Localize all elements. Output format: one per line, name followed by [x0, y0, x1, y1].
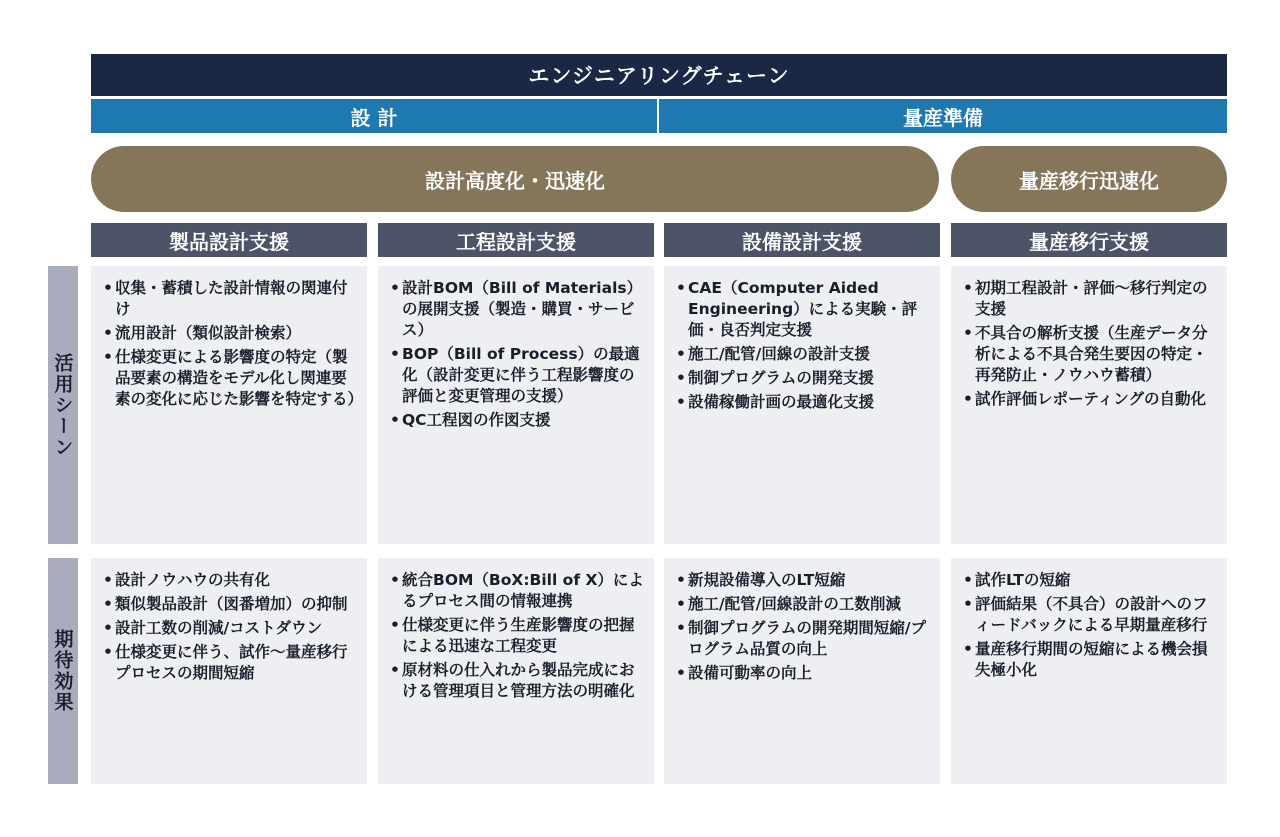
- list-item: • 統合BOM（BoX:Bill of X）によるプロセス間の情報連携: [390, 570, 644, 612]
- list-item: • 仕様変更に伴う、試作〜量産移行プロセスの期間短縮: [103, 642, 357, 684]
- list-item: • 量産移行期間の短縮による機会損失極小化: [963, 639, 1217, 681]
- list-item: • 設備稼働計画の最適化支援: [676, 392, 930, 413]
- list-item: • 施工/配管/回線設計の工数削減: [676, 594, 930, 615]
- list-item: • 原材料の仕入れから製品完成における管理項目と管理方法の明確化: [390, 660, 644, 702]
- column-header-equipment-design: 設備設計支援: [664, 223, 940, 257]
- column-header-process-design: 工程設計支援: [378, 223, 654, 257]
- list-item: • 仕様変更による影響度の特定（製品要素の構造をモデル化し関連要素の変化に応じた影響を特定する）: [103, 347, 357, 410]
- list-item: • 仕様変更に伴う生産影響度の把握による迅速な工程変更: [390, 615, 644, 657]
- bullet-list: [676, 570, 930, 684]
- list-item: • 試作評価レポーティングの自動化: [963, 389, 1217, 410]
- list-item: • 試作LTの短縮: [963, 570, 1217, 591]
- bullet-list: [390, 570, 644, 702]
- usage-cell-process-design: [378, 266, 654, 544]
- bullet-list: [103, 570, 357, 684]
- list-item: • 設計BOM（Bill of Materials）の展開支援（製造・購買・サービス）: [390, 278, 644, 341]
- list-item: • CAE（Computer Aided Engineering）による実験・評価・良否判定支援: [676, 278, 930, 341]
- list-item: • 設計ノウハウの共有化: [103, 570, 357, 591]
- list-item: • 設備可動率の向上: [676, 663, 930, 684]
- usage-cell-mass-production: [951, 266, 1227, 544]
- engineering-chain-banner: エンジニアリングチェーン: [91, 54, 1227, 96]
- phase-design: 設 計: [91, 99, 657, 133]
- column-header-product-design: 製品設計支援: [91, 223, 367, 257]
- column-header-mass-production: 量産移行支援: [951, 223, 1227, 257]
- usage-cell-product-design: [91, 266, 367, 544]
- usage-cell-equipment-design: [664, 266, 940, 544]
- bullet-list: [676, 278, 930, 413]
- list-item: • 制御プログラムの開発支援: [676, 368, 930, 389]
- list-item: • 評価結果（不具合）の設計へのフィードバックによる早期量産移行: [963, 594, 1217, 636]
- bullet-list: [963, 570, 1217, 681]
- list-item: • 収集・蓄積した設計情報の関連付け: [103, 278, 357, 320]
- list-item: • 類似製品設計（図番増加）の抑制: [103, 594, 357, 615]
- bullet-list: [390, 278, 644, 431]
- bullet-list: [963, 278, 1217, 410]
- row-label-usage: 活用シーン: [48, 266, 78, 544]
- list-item: • 設計工数の削減/コストダウン: [103, 618, 357, 639]
- goal-design-speedup: 設計高度化・迅速化: [91, 146, 939, 212]
- list-item: • 新規設備導入のLT短縮: [676, 570, 930, 591]
- row-label-effects: 期待効果: [48, 558, 78, 784]
- effects-cell-product-design: [91, 558, 367, 784]
- effects-cell-equipment-design: [664, 558, 940, 784]
- list-item: • BOP（Bill of Process）の最適化（設計変更に伴う工程影響度の評価と変更管理の支援）: [390, 344, 644, 407]
- list-item: • 初期工程設計・評価〜移行判定の支援: [963, 278, 1217, 320]
- effects-cell-process-design: [378, 558, 654, 784]
- list-item: • 不具合の解析支援（生産データ分析による不具合発生要因の特定・再発防止・ノウハウ蓄積）: [963, 323, 1217, 386]
- list-item: • 流用設計（類似設計検索）: [103, 323, 357, 344]
- list-item: • QC工程図の作図支援: [390, 410, 644, 431]
- list-item: • 施工/配管/回線の設計支援: [676, 344, 930, 365]
- effects-cell-mass-production: [951, 558, 1227, 784]
- goal-mass-production-speedup: 量産移行迅速化: [951, 146, 1227, 212]
- list-item: • 制御プログラムの開発期間短縮/プログラム品質の向上: [676, 618, 930, 660]
- phase-mass-production-prep: 量産準備: [659, 99, 1227, 133]
- bullet-list: [103, 278, 364, 410]
